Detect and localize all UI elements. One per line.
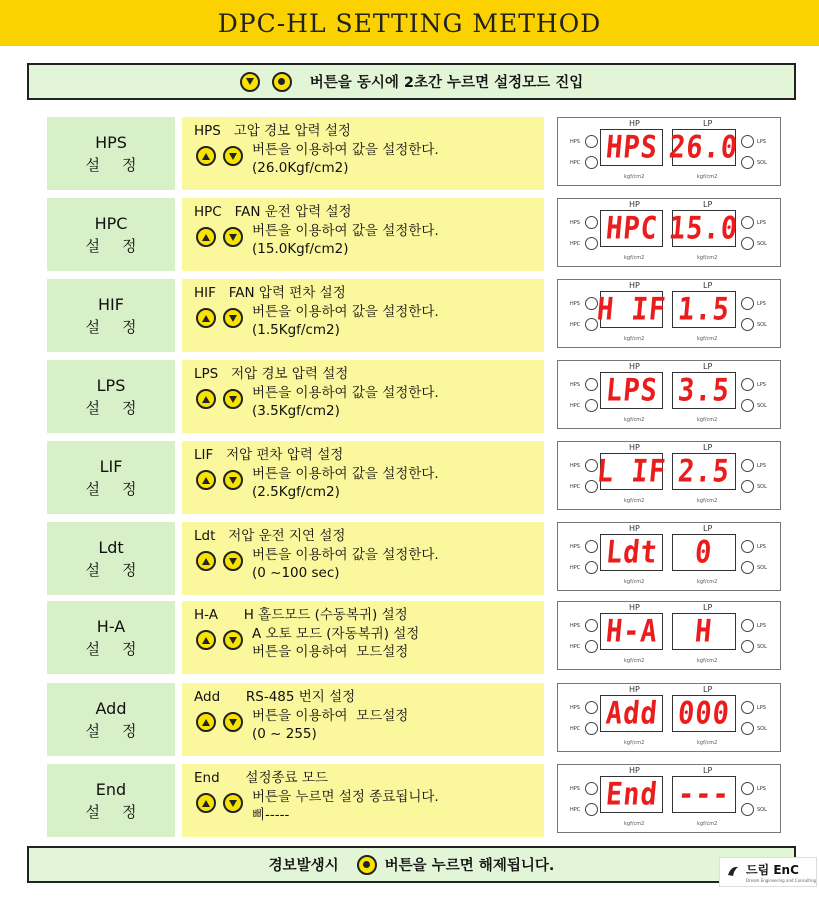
hps-led-icon — [585, 216, 598, 229]
description-line: (15.0Kgf/cm2) — [252, 241, 349, 257]
hps-led-label: HPS — [570, 705, 580, 711]
description-title: H-A H 홀드모드 (수동복귀) 설정 — [194, 607, 408, 623]
setting-sub-label: 설정 — [85, 236, 159, 255]
lp-display — [667, 129, 741, 166]
setting-row — [47, 117, 781, 190]
hpc-led-icon — [585, 399, 598, 412]
hp-display-value: Ldt — [603, 534, 660, 571]
hpc-led-label: HPC — [570, 403, 581, 409]
lps-led-icon — [741, 701, 754, 714]
sol-led-icon — [741, 640, 754, 653]
lps-led-label: LPS — [757, 544, 766, 550]
lp-display-value: --- — [676, 776, 732, 813]
hp-display-value: End — [603, 776, 660, 813]
down-button-icon — [223, 389, 243, 409]
lp-label: LP — [703, 766, 713, 775]
description-title: LIF 저압 편차 압력 설정 — [194, 447, 344, 463]
lp-unit: kgf/cm2 — [697, 255, 718, 261]
hpc-led-icon — [585, 561, 598, 574]
hp-display-value: H IF — [595, 291, 668, 328]
hps-led-icon — [585, 619, 598, 632]
setting-label — [47, 360, 175, 433]
setting-sub-label: 설정 — [85, 802, 159, 821]
hp-display — [600, 776, 663, 813]
setting-label — [47, 198, 175, 271]
lp-display-value: 26.0 — [667, 129, 741, 166]
down-button-icon — [223, 308, 243, 328]
hp-display — [600, 372, 663, 409]
lps-led-label: LPS — [757, 382, 766, 388]
lp-display-value: 1.5 — [676, 291, 732, 328]
hps-led-icon — [585, 135, 598, 148]
lps-led-label: LPS — [757, 786, 766, 792]
setting-code: H-A — [96, 616, 126, 636]
sol-led-icon — [741, 561, 754, 574]
down-button-icon — [223, 227, 243, 247]
description-line: (26.0Kgf/cm2) — [252, 160, 349, 176]
hpc-led-icon — [585, 803, 598, 816]
hp-label: HP — [629, 281, 640, 290]
sol-led-label: SOL — [757, 726, 767, 732]
hp-display — [600, 695, 663, 732]
setting-sub-label: 설정 — [85, 721, 159, 740]
setting-label — [47, 764, 175, 837]
hp-label: HP — [629, 443, 640, 452]
lp-display — [672, 534, 736, 571]
lp-label: LP — [703, 119, 713, 128]
setting-code: LIF — [99, 456, 123, 476]
controller-panel — [557, 683, 781, 752]
hp-display-value: H-A — [603, 613, 660, 650]
setting-code: HPC — [94, 213, 128, 233]
lp-display — [672, 372, 736, 409]
hps-led-label: HPS — [570, 786, 580, 792]
lp-display-value: 0 — [693, 534, 715, 571]
lp-display-value: 2.5 — [676, 453, 732, 490]
controller-panel — [557, 441, 781, 510]
hpc-led-label: HPC — [570, 484, 581, 490]
lps-led-icon — [741, 619, 754, 632]
lp-unit: kgf/cm2 — [697, 174, 718, 180]
description-line: 버튼을 이용하여 모드설정 — [252, 708, 409, 724]
hpc-led-label: HPC — [570, 644, 581, 650]
description-line: (0 ~100 sec) — [252, 565, 340, 581]
setting-code: Add — [95, 698, 127, 718]
lp-unit: kgf/cm2 — [697, 821, 718, 827]
description-line: 버튼을 이용하여 값을 설정한다. — [252, 385, 439, 401]
company-logo — [719, 857, 817, 887]
hps-led-icon — [585, 540, 598, 553]
description-line: (3.5Kgf/cm2) — [252, 403, 340, 419]
description-line: A 오토 모드 (자동복귀) 설정 — [252, 626, 420, 642]
hps-led-label: HPS — [570, 301, 580, 307]
hpc-led-icon — [585, 640, 598, 653]
lp-unit: kgf/cm2 — [697, 579, 718, 585]
sol-led-icon — [741, 803, 754, 816]
up-button-icon — [196, 308, 216, 328]
hp-unit: kgf/cm2 — [624, 498, 645, 504]
bottom-instruction-suffix: 버튼을 누르면 해제됩니다. — [384, 858, 555, 874]
setting-sub-label: 설정 — [85, 560, 159, 579]
description-line: 버튼을 이용하여 값을 설정한다. — [252, 142, 439, 158]
setting-row — [47, 360, 781, 433]
setting-code: Ldt — [98, 537, 124, 557]
hp-display-value: Add — [603, 695, 660, 732]
controller-panel — [557, 764, 781, 833]
description-title: HIF FAN 압력 편차 설정 — [194, 285, 346, 301]
lp-display-value: 000 — [676, 695, 732, 732]
setting-label — [47, 522, 175, 595]
lps-led-icon — [741, 297, 754, 310]
hp-unit: kgf/cm2 — [624, 740, 645, 746]
hpc-led-label: HPC — [570, 807, 581, 813]
setting-sub-label: 설정 — [85, 639, 159, 658]
setting-description — [182, 279, 544, 352]
sol-led-label: SOL — [757, 807, 767, 813]
sol-led-label: SOL — [757, 241, 767, 247]
lp-unit: kgf/cm2 — [697, 336, 718, 342]
description-line: 버튼을 이용하여 모드설정 — [252, 644, 409, 660]
title-bar — [0, 0, 819, 46]
description-line: 삐----- — [252, 807, 290, 823]
hp-unit: kgf/cm2 — [624, 417, 645, 423]
setting-description — [182, 117, 544, 190]
up-button-icon — [196, 146, 216, 166]
hp-label: HP — [629, 524, 640, 533]
sol-led-icon — [741, 318, 754, 331]
description-line: 버튼을 이용하여 값을 설정한다. — [252, 223, 439, 239]
hps-led-icon — [585, 701, 598, 714]
description-line: 버튼을 이용하여 값을 설정한다. — [252, 466, 439, 482]
lp-display-value: 15.0 — [667, 210, 741, 247]
description-title: HPC FAN 운전 압력 설정 — [194, 204, 352, 220]
hp-display — [595, 291, 668, 328]
controller-panel — [557, 198, 781, 267]
description-title: End 설정종료 모드 — [194, 770, 328, 786]
setting-description — [182, 764, 544, 837]
controller-panel — [557, 117, 781, 186]
bottom-instruction-box — [27, 846, 796, 883]
lps-led-icon — [741, 378, 754, 391]
sol-led-label: SOL — [757, 565, 767, 571]
hp-label: HP — [629, 603, 640, 612]
hpc-led-icon — [585, 722, 598, 735]
hp-display-value: HPS — [603, 129, 660, 166]
hp-unit: kgf/cm2 — [624, 658, 645, 664]
sol-led-icon — [741, 480, 754, 493]
lp-unit: kgf/cm2 — [697, 740, 718, 746]
description-title: Ldt 저압 운전 지연 설정 — [194, 528, 346, 544]
up-button-icon — [196, 389, 216, 409]
hp-display-value: L IF — [595, 453, 668, 490]
lp-label: LP — [703, 524, 713, 533]
hpc-led-label: HPC — [570, 241, 581, 247]
description-title: Add RS-485 번지 설정 — [194, 689, 356, 705]
top-instruction-text: 버튼을 동시에 2초간 누르면 설정모드 진입 — [309, 75, 584, 91]
description-line: 버튼을 이용하여 값을 설정한다. — [252, 304, 439, 320]
sol-led-icon — [741, 237, 754, 250]
setting-row — [47, 198, 781, 271]
sol-led-label: SOL — [757, 322, 767, 328]
setting-code: End — [95, 779, 127, 799]
down-button-icon — [223, 793, 243, 813]
lp-display — [672, 453, 736, 490]
lp-label: LP — [703, 362, 713, 371]
setting-code: HIF — [98, 294, 124, 314]
lps-led-icon — [741, 782, 754, 795]
page-title: DPC-HL SETTING METHOD — [217, 8, 602, 38]
lp-label: LP — [703, 443, 713, 452]
description-line: (2.5Kgf/cm2) — [252, 484, 340, 500]
hps-led-label: HPS — [570, 623, 580, 629]
up-button-icon — [196, 551, 216, 571]
hpc-led-icon — [585, 237, 598, 250]
lps-led-label: LPS — [757, 220, 766, 226]
down-button-icon — [223, 551, 243, 571]
hps-led-icon — [585, 782, 598, 795]
setting-description — [182, 198, 544, 271]
controller-panel — [557, 601, 781, 670]
hps-led-icon — [585, 378, 598, 391]
description-line: (1.5Kgf/cm2) — [252, 322, 340, 338]
lp-unit: kgf/cm2 — [697, 498, 718, 504]
hp-display-value: HPC — [603, 210, 660, 247]
hp-label: HP — [629, 119, 640, 128]
sol-led-label: SOL — [757, 484, 767, 490]
bottom-instruction-prefix: 경보발생시 — [268, 858, 339, 874]
lp-display — [672, 695, 736, 732]
hp-unit: kgf/cm2 — [624, 579, 645, 585]
up-button-icon — [196, 630, 216, 650]
sol-led-label: SOL — [757, 644, 767, 650]
up-button-icon — [196, 793, 216, 813]
setting-label — [47, 279, 175, 352]
lp-display — [672, 291, 736, 328]
hp-display — [600, 129, 663, 166]
down-button-icon — [223, 630, 243, 650]
down-button-icon — [223, 712, 243, 732]
lps-led-icon — [741, 459, 754, 472]
setting-description — [182, 360, 544, 433]
controller-panel — [557, 279, 781, 348]
setting-code: HPS — [95, 132, 127, 152]
setting-description — [182, 601, 544, 674]
description-line: 버튼을 누르면 설정 종료됩니다. — [252, 789, 439, 805]
setting-description — [182, 441, 544, 514]
lp-label: LP — [703, 603, 713, 612]
hps-led-label: HPS — [570, 544, 580, 550]
lp-display — [672, 613, 736, 650]
lps-led-label: LPS — [757, 463, 766, 469]
up-button-icon — [196, 470, 216, 490]
hpc-led-icon — [585, 156, 598, 169]
description-line: (0 ~ 255) — [252, 726, 317, 742]
hp-display — [600, 613, 663, 650]
up-button-icon — [196, 712, 216, 732]
logo-mark-icon — [726, 864, 740, 878]
setting-sub-label: 설정 — [85, 398, 159, 417]
hpc-led-label: HPC — [570, 322, 581, 328]
down-button-icon — [223, 470, 243, 490]
setting-row — [47, 601, 781, 674]
setting-row — [47, 683, 781, 756]
lps-led-icon — [741, 216, 754, 229]
setting-row — [47, 441, 781, 514]
setting-sub-label: 설정 — [85, 155, 159, 174]
setting-description — [182, 683, 544, 756]
hp-unit: kgf/cm2 — [624, 174, 645, 180]
lp-label: LP — [703, 685, 713, 694]
hpc-led-label: HPC — [570, 726, 581, 732]
setting-row — [47, 279, 781, 352]
hp-display — [600, 210, 663, 247]
hp-display-value: LPS — [603, 372, 660, 409]
setting-sub-label: 설정 — [85, 479, 159, 498]
lps-led-label: LPS — [757, 139, 766, 145]
setting-sub-label: 설정 — [85, 317, 159, 336]
setting-label — [47, 683, 175, 756]
controller-panel — [557, 522, 781, 591]
setting-code: LPS — [96, 375, 126, 395]
sol-led-icon — [741, 722, 754, 735]
hpc-led-label: HPC — [570, 160, 581, 166]
hp-display — [600, 534, 663, 571]
hp-unit: kgf/cm2 — [624, 821, 645, 827]
sol-led-label: SOL — [757, 403, 767, 409]
setting-label — [47, 441, 175, 514]
top-instruction-box — [27, 63, 796, 100]
lp-display — [672, 776, 736, 813]
lp-unit: kgf/cm2 — [697, 417, 718, 423]
set-button-icon — [272, 72, 292, 92]
hps-led-label: HPS — [570, 382, 580, 388]
sol-led-label: SOL — [757, 160, 767, 166]
hp-display — [595, 453, 668, 490]
hps-led-label: HPS — [570, 220, 580, 226]
down-button-icon — [223, 146, 243, 166]
lp-display-value: H — [693, 613, 715, 650]
lps-led-label: LPS — [757, 301, 766, 307]
description-line: 버튼을 이용하여 값을 설정한다. — [252, 547, 439, 563]
description-title: LPS 저압 경보 압력 설정 — [194, 366, 349, 382]
lp-unit: kgf/cm2 — [697, 658, 718, 664]
setting-label — [47, 117, 175, 190]
hpc-led-label: HPC — [570, 565, 581, 571]
hps-led-label: HPS — [570, 463, 580, 469]
description-title: HPS 고압 경보 압력 설정 — [194, 123, 351, 139]
controller-panel — [557, 360, 781, 429]
hps-led-label: HPS — [570, 139, 580, 145]
logo-tagline: Dream Engineering and Consulting — [746, 878, 817, 883]
lp-label: LP — [703, 200, 713, 209]
sol-led-icon — [741, 399, 754, 412]
lps-led-icon — [741, 135, 754, 148]
hp-unit: kgf/cm2 — [624, 336, 645, 342]
setting-row — [47, 764, 781, 837]
lps-led-label: LPS — [757, 705, 766, 711]
lp-label: LP — [703, 281, 713, 290]
hp-unit: kgf/cm2 — [624, 255, 645, 261]
setting-row — [47, 522, 781, 595]
up-button-icon — [196, 227, 216, 247]
sol-led-icon — [741, 156, 754, 169]
hp-label: HP — [629, 362, 640, 371]
hp-label: HP — [629, 766, 640, 775]
set-button-icon — [357, 855, 377, 875]
hp-label: HP — [629, 200, 640, 209]
setting-description — [182, 522, 544, 595]
lp-display — [667, 210, 741, 247]
lp-display-value: 3.5 — [676, 372, 732, 409]
lps-led-label: LPS — [757, 623, 766, 629]
hp-label: HP — [629, 685, 640, 694]
lps-led-icon — [741, 540, 754, 553]
logo-name: 드림 EnC — [746, 863, 799, 877]
setting-label — [47, 601, 175, 674]
down-button-icon — [240, 72, 260, 92]
